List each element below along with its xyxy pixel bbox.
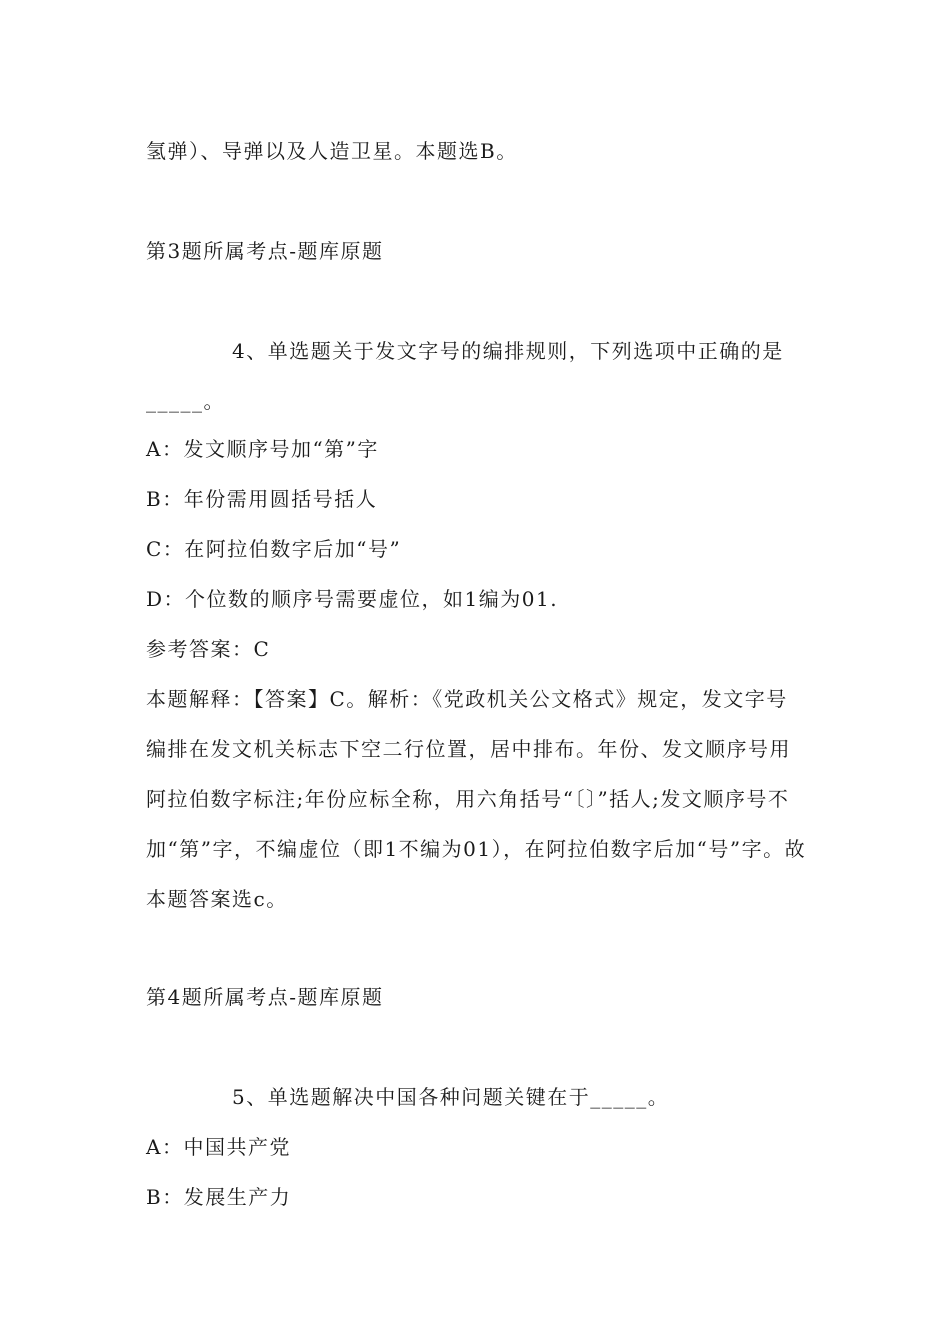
q5-option-a: A：中国共产党 [146,1135,291,1159]
q4-option-a: A：发文顺序号加“第”字 [146,437,379,461]
q5-option-b: B：发展生产力 [146,1185,292,1209]
q4-option-c: C：在阿拉伯数字后加“号” [146,537,402,561]
previous-explanation-tail: 氢弹）、导弹以及人造卫星。本题选B。 [146,139,518,163]
q5-question-title: 5、单选题解决中国各种问题关键在于_____。 [232,1085,670,1109]
q4-knowledge-point: 第4题所属考点-题库原题 [146,985,384,1009]
q4-reference-answer: 参考答案：C [146,637,271,661]
q3-knowledge-point: 第3题所属考点-题库原题 [146,239,384,263]
q4-option-b: B：年份需用圆括号括人 [146,487,378,511]
q4-question-title: 4、单选题关于发文字号的编排规则，下列选项中正确的是 [232,339,784,363]
q4-question-blank: _____。 [146,389,225,413]
q4-option-d: D：个位数的顺序号需要虚位，如1编为01. [146,587,559,611]
q4-explanation: 本题解释：【答案】C。解析：《党政机关公文格式》规定，发文字号编排在发文机关标志下空二行位置，居中排布。年份、发文顺序号用阿拉伯数字标注;年份应标全称，用六角括号“〔〕”括人;发文顺序号不加“第”字，不编虚位（即1不编为01），在阿拉伯数字后加“号”字。故本题答案选c。 [146,687,807,911]
